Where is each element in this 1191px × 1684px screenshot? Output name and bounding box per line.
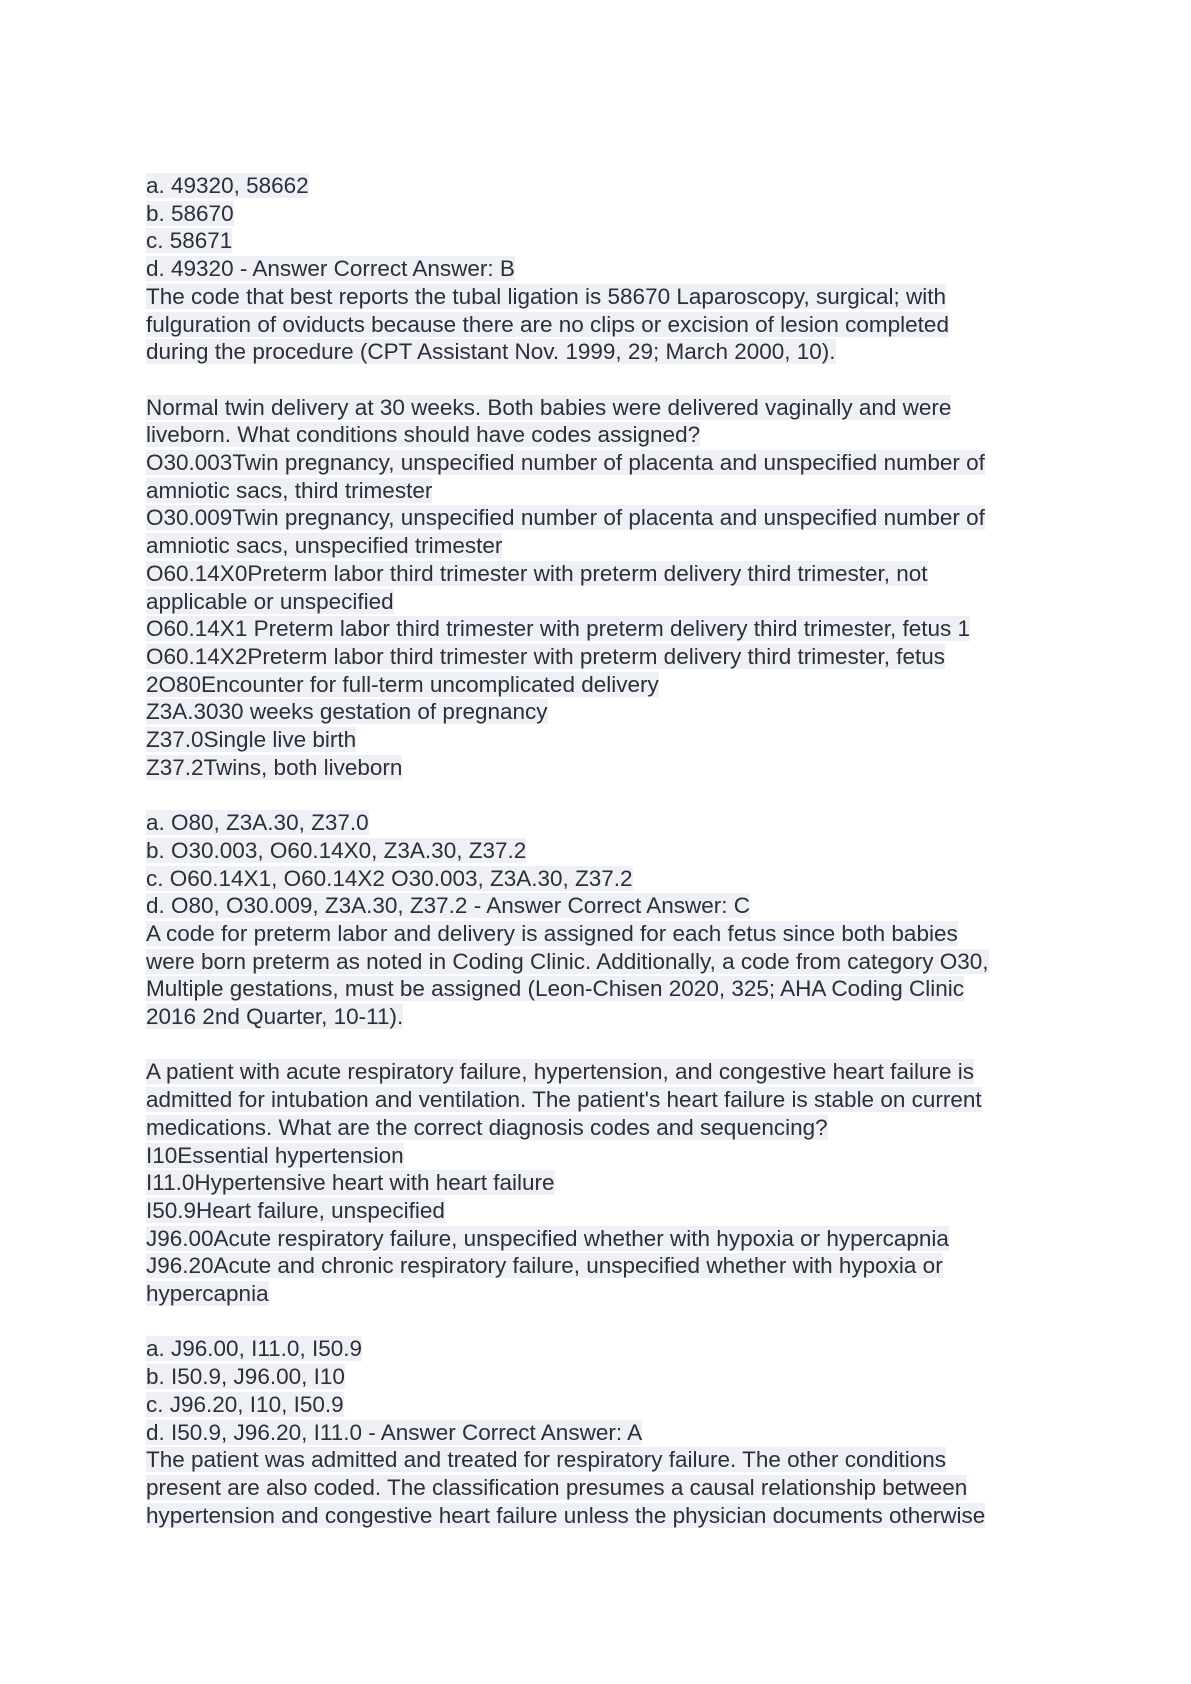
answer-option-d: d. O80, O30.009, Z3A.30, Z37.2 - Answer Correct Answer: C [146, 893, 751, 919]
code-list-line: O60.14X1 Preterm labor third trimester with preterm delivery third trimester, fetus 1 [146, 616, 971, 642]
question-text-line: medications. What are the correct diagnosis codes and sequencing? [146, 1114, 828, 1140]
answer-option-a: a. J96.00, I11.0, I50.9 [146, 1336, 362, 1362]
code-list-line: 2O80Encounter for full-term uncomplicated delivery [146, 671, 659, 697]
code-list-line: O30.009Twin pregnancy, unspecified number of placenta and unspecified number of [146, 505, 985, 531]
rationale-line: The patient was admitted and treated for respiratory failure. The other conditions [146, 1447, 947, 1473]
answer-option-d: d. I50.9, J96.20, I11.0 - Answer Correct Answer: A [146, 1419, 643, 1445]
code-list-line: I11.0Hypertensive heart with heart failure [146, 1170, 555, 1196]
code-list-line: Z37.2Twins, both liveborn [146, 754, 403, 780]
rationale-line: during the procedure (CPT Assistant Nov. 1999, 29; March 2000, 10). [146, 339, 836, 365]
rationale-line: present are also coded. The classification presumes a causal relationship between [146, 1474, 968, 1500]
rationale-line: Multiple gestations, must be assigned (Leon-Chisen 2020, 325; AHA Coding Clinic [146, 976, 964, 1002]
answer-option-a: a. O80, Z3A.30, Z37.0 [146, 810, 369, 836]
code-list-line: Z37.0Single live birth [146, 727, 357, 753]
code-list-line: O60.14X0Preterm labor third trimester with preterm delivery third trimester, not [146, 560, 928, 586]
code-list-line: J96.00Acute respiratory failure, unspecified whether with hypoxia or hypercapnia [146, 1225, 949, 1251]
code-list-line: O30.003Twin pregnancy, unspecified number of placenta and unspecified number of [146, 450, 985, 476]
code-list-line: O60.14X2Preterm labor third trimester with preterm delivery third trimester, fetus [146, 643, 946, 669]
document-page [146, 172, 1086, 1529]
paragraph-spacer [146, 1031, 1086, 1059]
code-list-line: I50.9Heart failure, unspecified [146, 1197, 445, 1223]
rationale-line: 2016 2nd Quarter, 10-11). [146, 1004, 404, 1030]
rationale-line: The code that best reports the tubal ligation is 58670 Laparoscopy, surgical; with [146, 283, 947, 309]
question-text-line: Normal twin delivery at 30 weeks. Both babies were delivered vaginally and were [146, 394, 952, 420]
code-list-line: amniotic sacs, unspecified trimester [146, 533, 503, 559]
paragraph-spacer [146, 781, 1086, 809]
rationale-line: were born preterm as noted in Coding Clinic. Additionally, a code from category O30, [146, 948, 989, 974]
rationale-line: A code for preterm labor and delivery is assigned for each fetus since both babies [146, 920, 958, 946]
rationale-line: hypertension and congestive heart failure unless the physician documents otherwise [146, 1502, 986, 1528]
code-list-line: applicable or unspecified [146, 588, 394, 614]
code-list-line: I10Essential hypertension [146, 1142, 404, 1168]
rationale-line: fulguration of oviducts because there are no clips or excision of lesion completed [146, 311, 949, 337]
question-text-line: admitted for intubation and ventilation. The patient's heart failure is stable on current [146, 1087, 982, 1113]
answer-option-c: c. 58671 [146, 228, 233, 254]
code-list-line: J96.20Acute and chronic respiratory failure, unspecified whether with hypoxia or [146, 1253, 943, 1279]
question-text-line: liveborn. What conditions should have codes assigned? [146, 422, 701, 448]
paragraph-spacer [146, 1308, 1086, 1336]
question-block-respiratory-failure [146, 1058, 1086, 1307]
answer-option-d: d. 49320 - Answer Correct Answer: B [146, 256, 515, 282]
code-list-line: hypercapnia [146, 1281, 269, 1307]
paragraph-spacer [146, 366, 1086, 394]
answer-option-c: c. O60.14X1, O60.14X2 O30.003, Z3A.30, Z37.2 [146, 865, 633, 891]
answer-option-b: b. 58670 [146, 200, 234, 226]
answer-option-a: a. 49320, 58662 [146, 173, 309, 198]
question-text-line: A patient with acute respiratory failure, hypertension, and congestive heart failure is [146, 1059, 974, 1085]
code-list-line: amniotic sacs, third trimester [146, 477, 433, 503]
code-list-line: Z3A.3030 weeks gestation of pregnancy [146, 699, 548, 725]
answer-block-respiratory-failure [146, 1335, 1086, 1529]
answer-option-b: b. I50.9, J96.00, I10 [146, 1364, 345, 1390]
question-block-tubal-ligation [146, 172, 1086, 366]
answer-block-twin-delivery [146, 809, 1086, 1031]
answer-option-c: c. J96.20, I10, I50.9 [146, 1391, 344, 1417]
question-block-twin-delivery [146, 394, 1086, 782]
answer-option-b: b. O30.003, O60.14X0, Z3A.30, Z37.2 [146, 837, 527, 863]
